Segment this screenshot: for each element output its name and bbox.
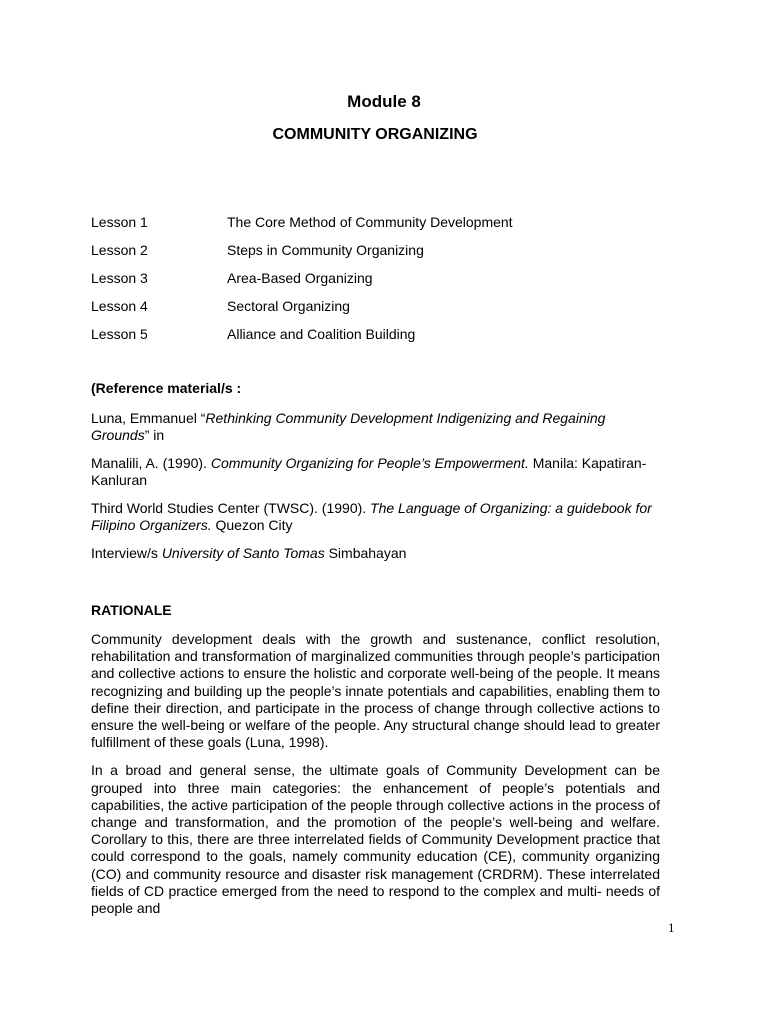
lesson-name: Area-Based Organizing bbox=[227, 270, 373, 286]
lesson-row bbox=[91, 241, 671, 269]
reference-text: Third World Studies Center (TWSC). (1990). bbox=[91, 500, 371, 516]
reference-title: University of Santo Tomas bbox=[161, 545, 325, 561]
reference-text: Manila: Kapatiran-Kanluran bbox=[91, 455, 647, 488]
lesson-number: Lesson 5 bbox=[91, 326, 148, 342]
reference-text: ” in bbox=[144, 427, 165, 443]
rationale-heading: RATIONALE bbox=[91, 602, 172, 618]
reference-text: Luna, Emmanuel “ bbox=[91, 410, 206, 426]
rationale-body bbox=[91, 631, 660, 928]
reference-item bbox=[91, 410, 661, 444]
reference-text: Quezon City bbox=[211, 517, 293, 533]
lesson-row bbox=[91, 269, 671, 297]
reference-text: Interview/s bbox=[91, 545, 162, 561]
page-number: 1 bbox=[668, 920, 675, 935]
reference-item bbox=[91, 500, 661, 534]
lesson-number: Lesson 2 bbox=[91, 242, 148, 258]
module-label: Module 8 bbox=[347, 92, 421, 111]
reference-text: Simbahayan bbox=[324, 545, 407, 561]
lesson-number: Lesson 4 bbox=[91, 298, 148, 314]
lesson-list bbox=[91, 213, 671, 353]
lesson-row bbox=[91, 325, 671, 353]
page-title: COMMUNITY ORGANIZING bbox=[272, 126, 478, 143]
lesson-name: Alliance and Coalition Building bbox=[227, 326, 416, 342]
references-heading: (Reference material/s : bbox=[91, 380, 242, 396]
lesson-name: Sectoral Organizing bbox=[227, 298, 350, 314]
reference-title: The Language of Organizing: a guidebook for Filipino Organizers. bbox=[91, 500, 652, 533]
lesson-row bbox=[91, 297, 671, 325]
rationale-paragraph: Community development deals with the growth and sustenance, conflict resolution, rehabilitation and transformation of marginalized communities through people’s participation and collective actions to ensure the holistic and corporate well-being of the people. It means recognizing and building up the people’s innate potentials and capabilities, enabling them to define their direction, and participate in the process of change through collective actions to ensure the well-being or welfare of the people. Any structural change should lead to greater fulfillment of these goals (Luna, 1998). bbox=[91, 631, 660, 751]
lesson-row bbox=[91, 213, 671, 241]
lesson-name: Steps in Community Organizing bbox=[227, 242, 424, 258]
reference-title: Rethinking Community Development Indigenizing and Regaining Grounds bbox=[91, 410, 606, 443]
reference-item bbox=[91, 545, 661, 562]
reference-title: Community Organizing for People’s Empowerment. bbox=[210, 455, 529, 471]
rationale-paragraph: In a broad and general sense, the ultimate goals of Community Development can be grouped into three main categories: the enhancement of people’s potentials and capabilities, the active participation of the people through collective actions in the process of change and transformation, and the promotion of the people’s well-being and welfare. Corollary to this, there are three interrelated fields of Community Development practice that could correspond to the goals, namely community education (CE), community organizing (CO) and community resource and disaster risk management (CRDRM). These interrelated fields of CD practice emerged from the need to respond to the complex and multi- needs of people and bbox=[91, 762, 660, 917]
lesson-number: Lesson 1 bbox=[91, 214, 148, 230]
reference-item bbox=[91, 455, 661, 489]
lesson-name: The Core Method of Community Development bbox=[227, 214, 513, 230]
reference-text: Manalili, A. (1990). bbox=[91, 455, 211, 471]
lesson-number: Lesson 3 bbox=[91, 270, 148, 286]
reference-list bbox=[91, 410, 661, 573]
